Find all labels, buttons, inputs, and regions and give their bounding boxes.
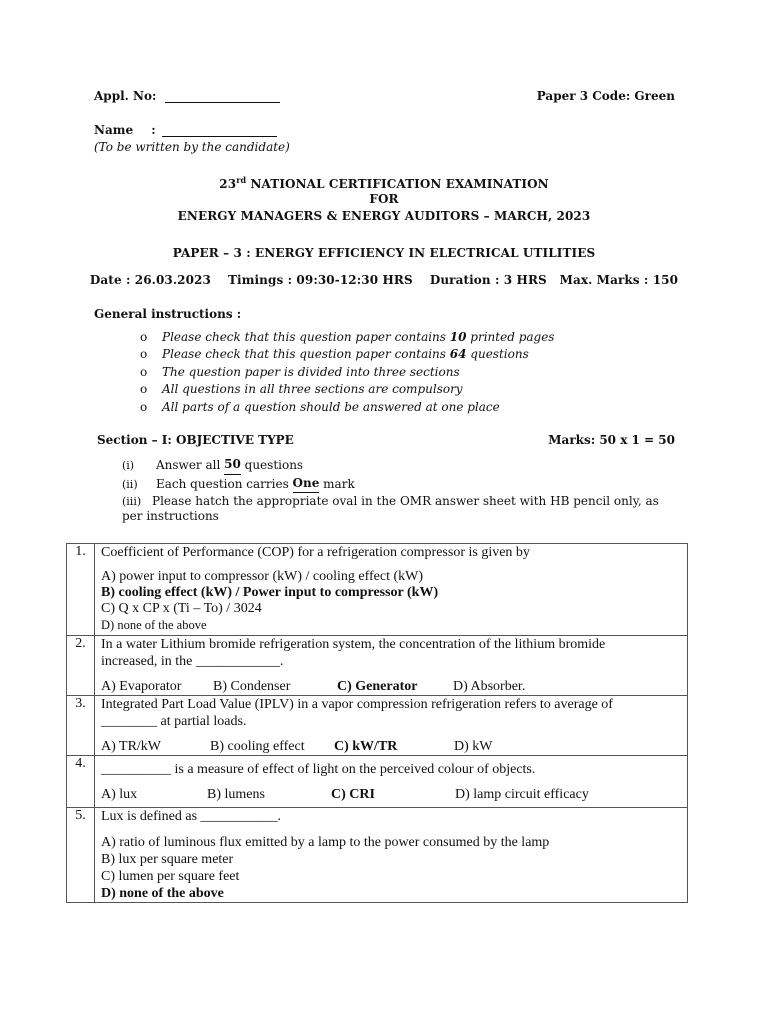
question-text-line2: ________ at partial loads. [101,714,247,729]
instruction-item: o All parts of a question should be answered at one place [140,399,500,414]
question-cell [95,808,688,903]
sub-instruction-cont: per instructions [122,509,219,523]
question-number: 4. [67,756,95,808]
option-d: D) kW [454,739,493,754]
question-text: Coefficient of Performance (COP) for a refrigeration compressor is given by [101,545,530,560]
instruction-item: o Please check that this question paper contains 64 questions [140,347,529,362]
appl-no-line [94,89,280,103]
instructions-list [140,329,554,416]
option-a: A) TR/kW [101,739,162,754]
option-a: A) Evaporator [101,679,182,694]
name-line [94,123,277,137]
option-b: B) cooling effect (kW) / Power input to compressor (kW) [101,585,439,600]
exam-title-line1: 23rd NATIONAL CERTIFICATION EXAMINATION [219,175,549,191]
appl-label: Appl. No: [94,89,157,103]
option-c: C) Q x CP x (Ti – To) / 3024 [101,601,262,616]
question-text: Lux is defined as ___________. [101,809,282,824]
instruction-item: o The question paper is divided into three sections [140,364,460,379]
option-a: A) power input to compressor (kW) / cooling effect (kW) [101,569,424,584]
appl-blank [165,89,280,103]
question-number: 2. [67,636,95,696]
question-row [67,756,688,808]
question-row [67,544,688,636]
questions-table [66,543,688,903]
question-text: __________ is a measure of effect of light on the perceived colour of objects. [101,762,536,777]
name-blank [162,123,277,137]
question-row [67,808,688,903]
name-colon: : [151,123,156,137]
instructions-heading: General instructions : [94,307,242,321]
question-text-line1: In a water Lithium bromide refrigeration system, the concentration of the lithium bromide [101,637,606,652]
exam-title-line2: FOR [369,192,399,206]
option-a: A) lux [101,787,138,802]
question-number: 3. [67,696,95,756]
question-row [67,696,688,756]
option-b: B) lux per square meter [101,852,234,867]
sub-instruction: (iii) Please hatch the appropriate oval in the OMR answer sheet with HB pencil only, as [122,494,659,508]
option-c: C) kW/TR [334,739,398,754]
question-cell [95,696,688,756]
question-text-line1: Integrated Part Load Value (IPLV) in a vapor compression refrigeration refers to average of [101,697,613,712]
exam-meta: Date : 26.03.2023 Timings : 09:30-12:30 HRS Duration : 3 HRS Max. Marks : 150 [89,273,679,287]
question-cell [95,544,688,636]
option-c: C) Generator [337,679,418,694]
sub-instruction: (i) Answer all 50 questions [122,456,659,475]
instruction-item: o All questions in all three sections are compulsory [140,382,463,397]
question-row [67,636,688,696]
section-sub-instructions [122,456,659,511]
question-cell [95,636,688,696]
option-d: D) Absorber. [453,679,526,694]
question-number: 1. [67,544,95,636]
question-cell [95,756,688,808]
paper-code: Paper 3 Code: Green [536,89,675,103]
paper-title: PAPER – 3 : ENERGY EFFICIENCY IN ELECTRICAL UTILITIES [172,246,596,260]
option-b: B) Condenser [213,679,291,694]
option-d: D) lamp circuit efficacy [455,787,589,802]
candidate-note: (To be written by the candidate) [94,140,290,154]
option-c: C) lumen per square feet [101,869,240,884]
option-b: B) lumens [207,787,265,802]
section-title: Section – I: OBJECTIVE TYPE [97,433,294,447]
exam-title-line3: ENERGY MANAGERS & ENERGY AUDITORS – MARCH, 2023 [177,209,591,223]
section-marks: Marks: 50 x 1 = 50 [548,433,675,447]
question-text-line2: increased, in the ____________. [101,654,284,669]
option-c: C) CRI [331,787,375,802]
option-a: A) ratio of luminous flux emitted by a lamp to the power consumed by the lamp [101,835,550,850]
question-number: 5. [67,808,95,903]
instruction-item: o Please check that this question paper contains 10 printed pages [140,330,555,344]
option-d: D) none of the above [101,618,207,632]
name-label: Name [94,123,134,137]
option-b: B) cooling effect [210,739,305,754]
sub-instruction: (ii) Each question carries One mark [122,475,659,494]
option-d: D) none of the above [101,886,224,901]
